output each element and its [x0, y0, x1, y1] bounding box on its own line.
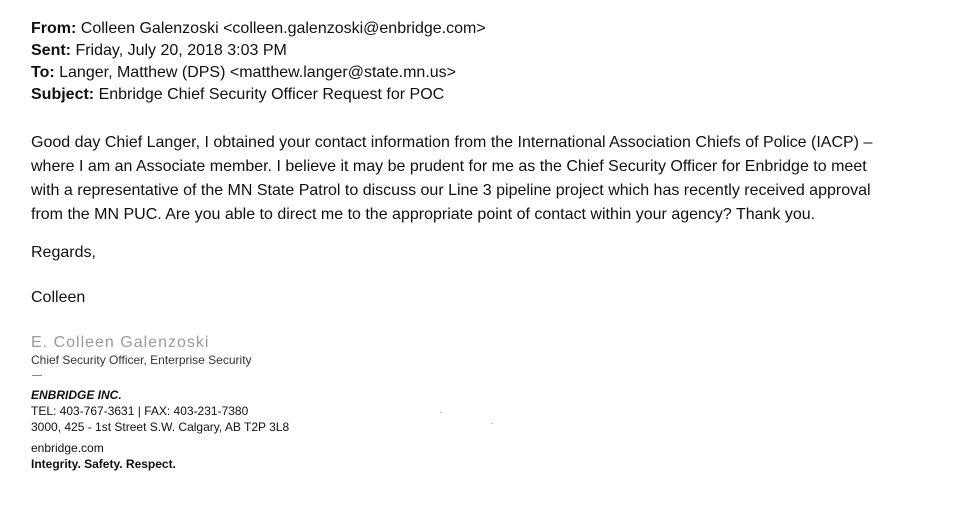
signature-company: ENBRIDGE INC.	[31, 388, 122, 402]
scan-speck	[491, 423, 493, 424]
signature-name: E. Colleen Galenzoski	[31, 334, 210, 351]
from-line	[31, 18, 486, 40]
body-line: with a representative of the MN State Patrol to discuss our Line 3 pipeline project which has recently received approval	[31, 182, 871, 199]
subject-line	[31, 84, 486, 106]
regards-text: Regards,	[31, 244, 96, 261]
sent-line	[31, 40, 486, 62]
body-line: where I am an Associate member. I believe it may be prudent for me as the Chief Security Officer for Enbridge to meet	[31, 158, 867, 175]
from-label: From:	[31, 20, 77, 37]
body-line: Good day Chief Langer, I obtained your contact information from the International Association Chiefs of Police (IACP) –	[31, 134, 873, 151]
signature-phone: TEL: 403-767-3631 | FAX: 403-231-7380	[31, 404, 249, 418]
to-label: To:	[31, 64, 55, 81]
signature-website[interactable]: enbridge.com	[31, 441, 104, 455]
body-line: from the MN PUC. Are you able to direct me to the appropriate point of contact within your agency? Thank you.	[31, 206, 816, 223]
signature-divider	[32, 375, 42, 376]
closing-name: Colleen	[31, 289, 86, 306]
signature-address: 3000, 425 - 1st Street S.W. Calgary, AB T2P 3L8	[31, 420, 290, 434]
sent-value: Friday, July 20, 2018 3:03 PM	[71, 42, 287, 59]
signature-motto: Integrity. Safety. Respect.	[31, 457, 176, 471]
email-body-paragraph	[31, 131, 946, 227]
to-value: Langer, Matthew (DPS) <matthew.langer@state.mn.us>	[54, 64, 457, 81]
to-line	[31, 62, 486, 84]
subject-value: Enbridge Chief Security Officer Request for POC	[94, 86, 445, 103]
sent-label: Sent:	[31, 42, 71, 59]
signature-title: Chief Security Officer, Enterprise Security	[31, 353, 252, 367]
email-header	[31, 18, 486, 106]
subject-label: Subject:	[31, 86, 95, 103]
from-value: Colleen Galenzoski <colleen.galenzoski@enbridge.com>	[76, 20, 486, 37]
scan-speck	[440, 412, 442, 413]
